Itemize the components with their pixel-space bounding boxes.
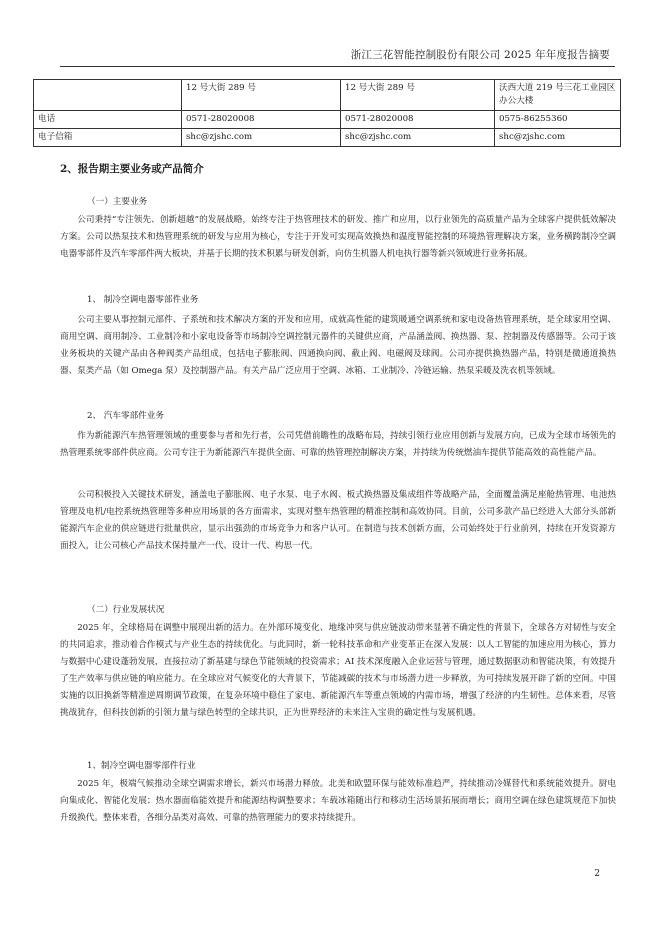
table-cell: 0575-86255360 xyxy=(495,111,621,129)
paragraph-industry-status: 2025 年，全球格局在调整中展现出新的活力。在外部环境变化、地缘冲突与供应链波动带来显著不确定性的背景下，全球各方对韧性与安全的共同追求，推动着合作模式与产业生态的持续优化。与此同时，新一轮科技革命和产业变革正在深入发展：以人工智能的加速应用为核心，算力与数据中心建设蓬勃发展，直接拉动了新基建与绿色节能领域的投资需求；AI 技术深度融入企业运营与管理，通过数据驱动和智能决策，有效提升了生产效率与供应链的响应能力。在全球应对气候变化的大背景下，节能减碳的技术与市场潜力进一步释放，为可持续发展开辟了新的空间。中国实施的以旧换新等精准逆周期调节政策，在复杂环境中稳住了家电、新能源汽车等重点领域的内需市场，增强了经济的内生韧性。总体来看，尽管挑战犹存，但科技创新的引领力量与绿色转型的全球共识，正为世界经济的未来注入宝贵的确定性与发展机遇。 xyxy=(60,623,616,718)
section-title: 2、报告期主要业务或产品简介 xyxy=(60,163,204,175)
table-cell-label xyxy=(34,80,182,111)
table-row xyxy=(34,80,621,111)
table-cell: 12 号大街 289 号 xyxy=(182,80,341,111)
subheading-hvac-components: 1、 制冷空调电器零部件业务 xyxy=(87,295,199,305)
table-row xyxy=(34,129,621,147)
table-cell-label: 电子信箱 xyxy=(34,129,182,147)
table-cell: 沃西大道 219 号三花工业园区办公大楼 xyxy=(495,80,621,111)
header-divider xyxy=(60,66,615,67)
table-row xyxy=(34,111,621,129)
paragraph-hvac-components: 公司主要从事控制元部件、子系统和技术解决方案的开发和应用，成就高性能的建筑暖通空调系统和家电设备热管理系统，是全球家用空调、商用空调、商用制冷、工业制冷和小家电设备等市场制冷空调控制元器件的关键供应商，产品涵盖阀、换热器、泵、控制器及传感器等。公司于该业务板块的关键产品由各种阀类产品组成，包括电子膨胀阀、四通换向阀、截止阀、电磁阀及球阀。公司亦提供换热器产品，特别是微通道换热器、泵类产品（如 Omega 泵）及控制器产品。有关产品广泛应用于空调、冰箱、工业制冷、冷链运输、热泵采暖及洗衣机等领域。 xyxy=(60,315,616,376)
page-number: 2 xyxy=(594,869,600,879)
table-cell: 0571-28020008 xyxy=(341,111,495,129)
table-cell: 12 号大街 289 号 xyxy=(341,80,495,111)
contact-info-table xyxy=(33,79,621,147)
report-header-title: 浙江三花智能控制股份有限公司 2025 年年度报告摘要 xyxy=(350,49,610,61)
subheading-hvac-industry: 1、制冷空调电器零部件行业 xyxy=(87,761,196,771)
paragraph-auto-parts-2: 公司积极投入关键技术研发，涵盖电子膨胀阀、电子水泵、电子水阀、板式换热器及集成组件等战略产品，全面覆盖满足座舱热管理、电池热管理及电机/电控系统热管理等多种应用场景的各方面需求，实现对整车热管理的精准控制和高效协同。目前，公司多款产品已经进入大部分头部新能源汽车企业的供应链进行批量供应，显示出强劲的市场竞争力和客户认可。在制造与技术创新方面，公司始终处于行业前列，持续在开发资源方面投入，让公司核心产品技术保持量产一代、设计一代、构思一代。 xyxy=(60,490,616,551)
subheading-main-business: （一）主要业务 xyxy=(87,197,148,207)
paragraph-main-business: 公司秉持“专注领先、创新超越”的发展战略，始终专注于热管理技术的研发、推广和应用，以行业领先的高质量产品为全球客户提供低效解决方案。公司以热泵技术和热管理系统的研发与应用为核心，专注于开发可实现高效换热和温度智能控制的环境热管理解决方案，业务横跨制冷空调电器零部件及汽车零部件两大板块，并基于长期的技术积累与研发创新，向仿生机器人机电执行器等新兴领域进行业务拓展。 xyxy=(60,215,616,259)
table-cell: shc@zjshc.com xyxy=(341,129,495,147)
table-cell: shc@zjshc.com xyxy=(495,129,621,147)
table-cell-label: 电话 xyxy=(34,111,182,129)
paragraph-auto-parts-1: 作为新能源汽车热管理领域的重要参与者和先行者，公司凭借前瞻性的战略布局，持续引领行业应用创新与发展方向，已成为全球市场领先的热管理系统零部件供应商。公司专注于为新能源汽车提供全面、可靠的热管理控制解决方案，并持续为传统燃油车提供节能高效的高性能产品。 xyxy=(60,431,616,458)
table-cell: 0571-28020008 xyxy=(182,111,341,129)
paragraph-hvac-industry: 2025 年，极端气候推动全球空调需求增长，新兴市场潜力释放。北美和欧盟环保与能效标准趋严，持续推动冷媒替代和系统能效提升。厨电向集成化、智能化发展；热水器面临能效提升和能源结构调整要求；车载冰箱随出行和移动生活场景拓展而增长；商用空调在绿色建筑规范下加快升级换代。整体来看，各细分品类对高效、可靠的热管理能力的要求持续提升。 xyxy=(60,779,616,823)
subheading-industry-status: （二）行业发展状况 xyxy=(87,605,165,615)
subheading-auto-parts: 2、 汽车零部件业务 xyxy=(87,411,164,421)
table-cell: shc@zjshc.com xyxy=(182,129,341,147)
